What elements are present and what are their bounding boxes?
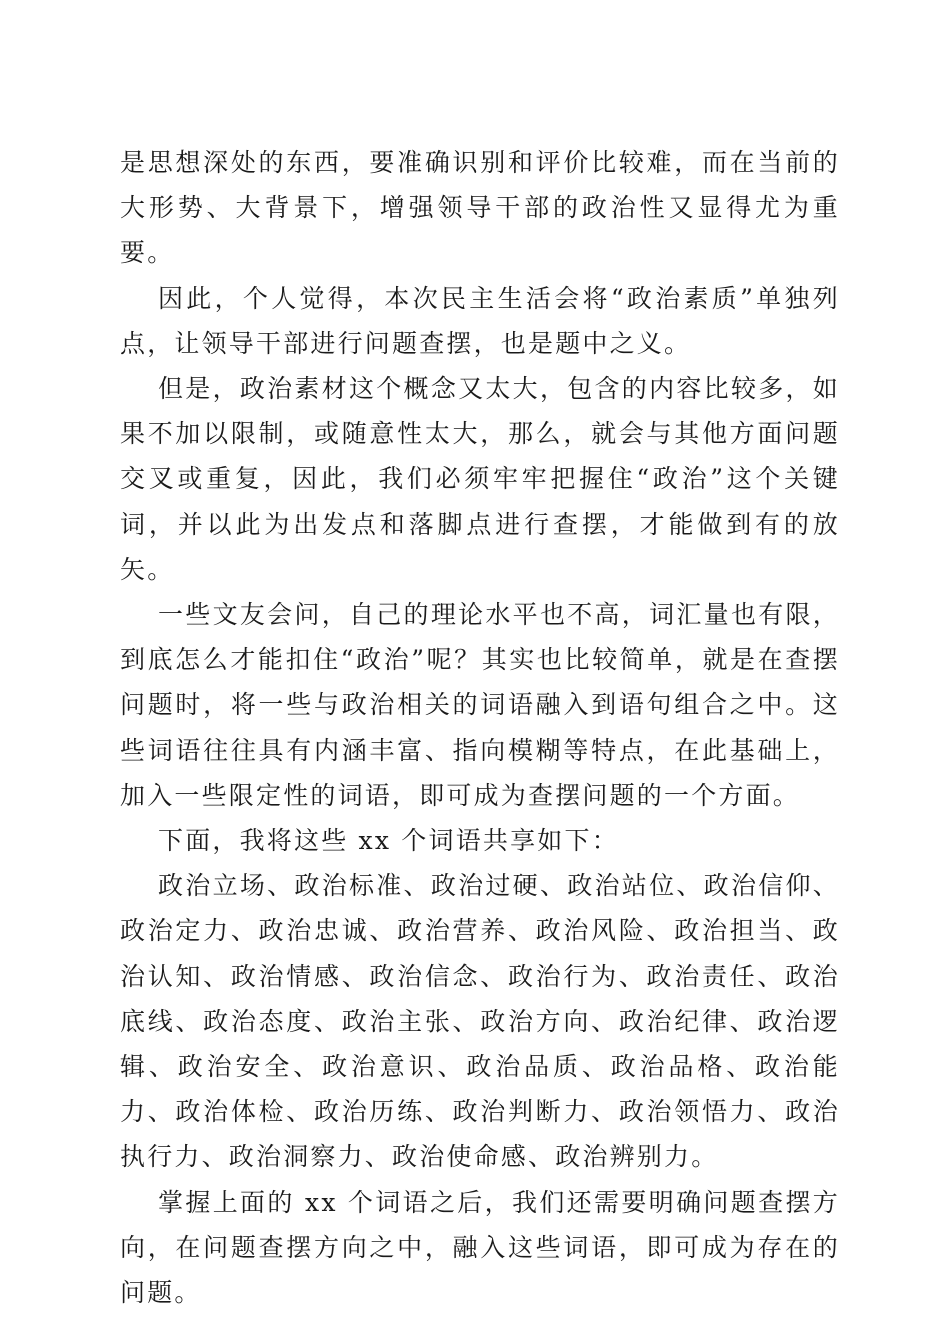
- paragraph-term-list: 政治立场、政治标准、政治过硬、政治站位、政治信仰、政治定力、政治忠诚、政治营养、政治风险、政治担当、政治认知、政治情感、政治信念、政治行为、政治责任、政治底线、政治态度、政治主张、政治方向、政治纪律、政治逻辑、政治安全、政治意识、政治品质、政治品格、政治能力、政治体检、政治历练、政治判断力、政治领悟力、政治执行力、政治洞察力、政治使命感、政治辨别力。: [120, 871, 840, 1172]
- paragraph-conclusion: 掌握上面的 xx 个词语之后，我们还需要明确问题查摆方向，在问题查摆方向之中，融入这些词语，即可成为存在的问题。: [120, 1187, 840, 1308]
- paragraph-political-quality: 因此，个人觉得，本次民主生活会将“政治素质”单独列点，让领导干部进行问题查摆，也是题中之义。: [120, 283, 840, 358]
- paragraph-share-intro: 下面，我将这些 xx 个词语共享如下：: [158, 826, 619, 856]
- paragraph-concept-scope: 但是，政治素材这个概念又太大，包含的内容比较多，如果不加以限制，或随意性太大，那么，就会与其他方面问题交叉或重复，因此，我们必须牢牢把握住“政治”这个关键词，并以此为出发点和落脚点进行查摆，才能做到有的放矢。: [120, 374, 840, 584]
- paragraph-continuation: 是思想深处的东西，要准确识别和评价比较难，而在当前的大形势、大背景下，增强领导干部的政治性又显得尤为重要。: [120, 148, 840, 268]
- document-body: [120, 140, 840, 1315]
- paragraph-how-to-focus: 一些文友会问，自己的理论水平也不高，词汇量也有限，到底怎么才能扣住“政治”呢？其实也比较简单，就是在查摆问题时，将一些与政治相关的词语融入到语句组合之中。这些词语往往具有内涵丰富、指向模糊等特点，在此基础上，加入一些限定性的词语，即可成为查摆问题的一个方面。: [120, 600, 840, 810]
